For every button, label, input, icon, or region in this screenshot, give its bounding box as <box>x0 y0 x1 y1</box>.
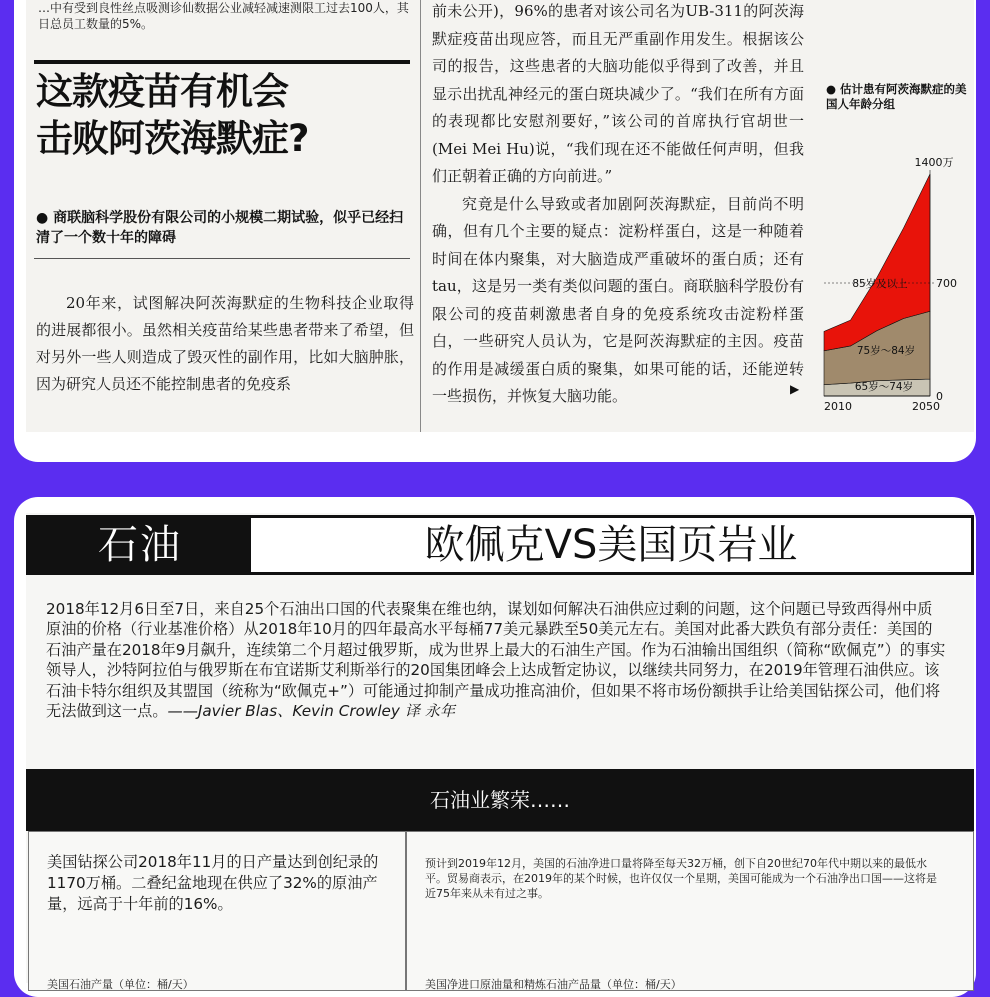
y-tick-label-0: 1400万 <box>914 156 954 169</box>
middle-paragraph-1: 前未公开)，96%的患者对该公司名为UB-311的阿茨海默症疫苗出现应答，而且无严重副作用发生。根据该公司的报告，这些患者的大脑功能似乎得到了改善，并且显示出扰乱神经元的蛋白斑块减少了。“我们在所有方面的表现都比安慰剂要好，”该公司的首席执行官胡世一(Mei Mei Hu)说，“我们现在还不能做任何声明，但我们正朝着正确的方向前进。” <box>432 2 804 185</box>
middle-paragraph-2: 究竟是什么导致或者加剧阿茨海默症，目前尚不明确，但有几个主要的疑点：淀粉样蛋白，这是一种随着时间在体内聚集，对大脑造成严重破坏的蛋白质；还有tau，这是另一类有类似问题的蛋白。商联脑科学股份有限公司的疫苗刺激患者自身的免疫系统攻击淀粉样蛋白，一些研究人员认为，它是阿茨海默症的主因。疫苗的作用是减缓蛋白质的聚集，如果可能的话，还能逆转一些损伤，并恢复大脑功能。 <box>432 194 804 405</box>
oil-intro-text: 2018年12月6日至7日，来自25个石油出口国的代表聚集在维也纳，谋划如何解决石油供应过剩的问题，这个问题已导致西得州中质原油的价格（行业基准价格）从2018年10月的四年最高水平每桶77美元暴跌至50美元左右。美国对此番大跌负有部分责任：美国的石油产量在2018年9月飙升，连续第二个月超过俄罗斯，成为世界上最大的石油生产国。作为石油输出国组织（简称“欧佩克”）的事实领导人，沙特阿拉伯与俄罗斯在布宜诺斯艾利斯举行的20国集团峰会上达成暂定协议，以继续共同努力，在2019年管理石油供应。该石油卡特尔组织及其盟国（统称为“欧佩克+”）可能通过抑制产量成功推高油价，但如果不将市场份额拱手让给美国钻探公司，他们将无法做到这一点。 <box>46 600 946 721</box>
y-tick-label-2: 0 <box>936 390 943 403</box>
oil-clipping <box>26 513 974 991</box>
oil-card <box>14 497 976 997</box>
oil-box-right-text: 预计到2019年12月，美国的石油净进口量将降至每天32万桶，创下自20世纪70年代中期以来的最低水平。贸易商表示，在2019年的某个时候，也许仅仅一个星期，美国可能成为一个石油净出口国——这将是近75年来从未有过之事。 <box>425 857 937 900</box>
top-note: …中有受到良性丝点吸测诊仙数据公业减轻减速测限工过去100人，其日总员工数量的5%。 <box>38 1 409 31</box>
headline-line-1: 这款疫苗有机会 <box>36 70 288 113</box>
oil-box-left <box>28 831 406 991</box>
headline-line-2: 击败阿茨海默症? <box>36 117 309 160</box>
chart-title: ● 估计患有阿茨海默症的美国人年龄分组 <box>826 82 967 111</box>
oil-byline: ——Javier Blas、Kevin Crowley 译 永年 <box>167 702 456 721</box>
oil-box-left-text: 美国钻探公司2018年11月的日产量达到创纪录的1170万桶。二叠纪盆地现在供应了32%的原油产量，远高于十年前的16%。 <box>47 853 379 913</box>
x-tick-label-0: 2010 <box>824 400 852 413</box>
column-separator <box>420 0 421 432</box>
series-label-2: 85岁及以上 <box>852 278 908 290</box>
age-group-chart <box>822 138 974 420</box>
series-label-1: 75岁～84岁 <box>856 345 916 358</box>
article-card <box>14 0 976 462</box>
oil-boom-band: 石油业繁荣…… <box>26 769 974 831</box>
x-tick-label-1: 2050 <box>912 400 940 413</box>
subhead-rule <box>34 258 410 259</box>
oil-box-right <box>406 831 974 991</box>
oil-header <box>26 515 974 575</box>
y-tick-label-1: 700 <box>936 277 957 290</box>
oil-box-right-chart-label: 美国净进口原油量和精炼石油产品量（单位：桶/天） <box>425 978 682 991</box>
continue-arrow-icon: ▶ <box>790 382 800 396</box>
headline <box>36 68 416 162</box>
middle-column-body <box>432 0 804 411</box>
oil-intro <box>46 599 946 721</box>
oil-box-left-chart-label: 美国石油产量（单位：桶/天） <box>47 978 194 991</box>
oil-section-label: 石油 <box>29 518 251 572</box>
series-label-0: 65岁～74岁 <box>854 381 914 393</box>
left-column-body <box>36 290 414 398</box>
magazine-clipping <box>26 0 974 432</box>
left-body-text: 20年来，试图解决阿茨海默症的生物科技企业取得的进展都很小。虽然相关疫苗给某些患者带来了希望，但对另外一些人则造成了毁灭性的副作用，比如大脑肿胀，因为研究人员还不能控制患者的免疫系 <box>36 294 414 393</box>
headline-rule <box>34 60 410 64</box>
oil-title: 欧佩克VS美国页岩业 <box>424 522 798 568</box>
subheadline: ● 商联脑科学股份有限公司的小规模二期试验，似乎已经扫清了一个数十年的障碍 <box>36 210 404 246</box>
